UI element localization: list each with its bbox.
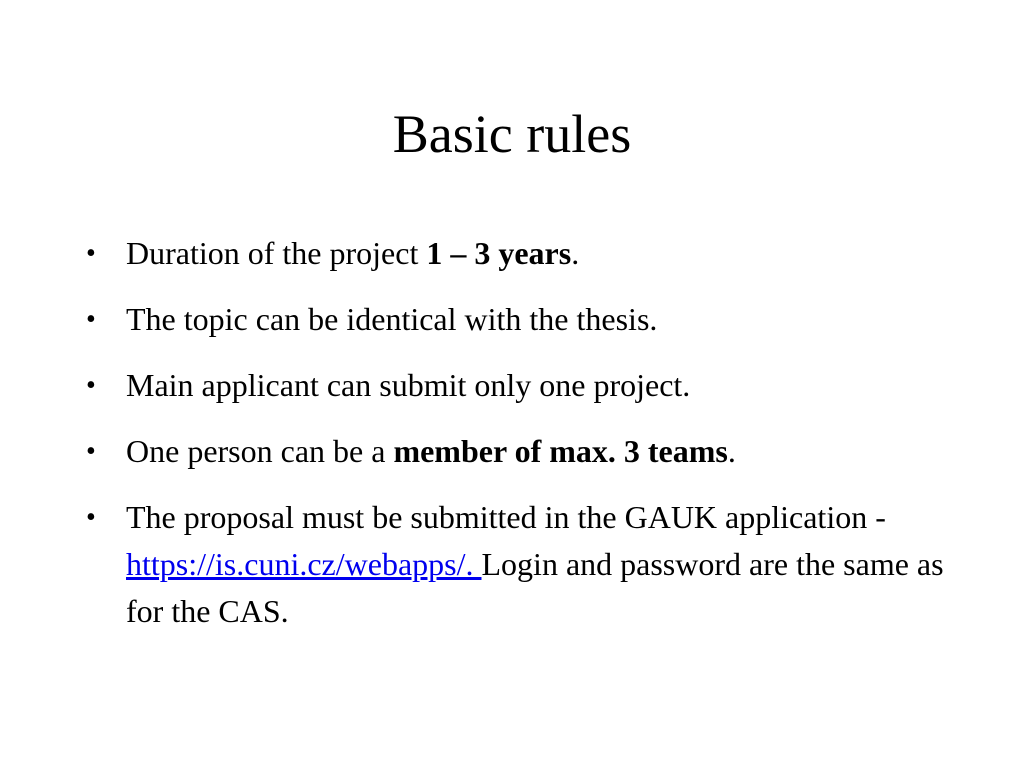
bullet-text-end: Login and password are the same as for the CAS. xyxy=(126,546,944,629)
bullet-list xyxy=(86,230,946,654)
bullet-item-proposal xyxy=(86,494,946,635)
bullet-text: The topic can be identical with the thesis. xyxy=(126,301,658,337)
bullet-item-applicant xyxy=(86,362,946,409)
bullet-text-end: . xyxy=(727,433,736,469)
bullet-text: One person can be a xyxy=(126,433,394,469)
bullet-icon: • xyxy=(86,436,96,467)
slide-title: Basic rules xyxy=(392,104,632,164)
bullet-bold-text: member of max. 3 teams xyxy=(393,433,728,469)
bullet-item-teams xyxy=(86,428,946,475)
bullet-item-duration xyxy=(86,230,946,277)
bullet-icon: • xyxy=(86,238,96,269)
bullet-text-end: . xyxy=(571,235,580,271)
bullet-text: Duration of the project xyxy=(126,235,427,271)
bullet-bold-text: 1 – 3 years xyxy=(426,235,572,271)
bullet-icon: • xyxy=(86,304,96,335)
bullet-icon: • xyxy=(86,502,96,533)
bullet-text: Main applicant can submit only one project. xyxy=(126,367,691,403)
bullet-icon: • xyxy=(86,370,96,401)
bullet-text: The proposal must be submitted in the GAUK application - xyxy=(126,499,886,535)
webapps-link[interactable]: https://is.cuni.cz/webapps/. xyxy=(126,546,482,582)
bullet-item-topic xyxy=(86,296,946,343)
